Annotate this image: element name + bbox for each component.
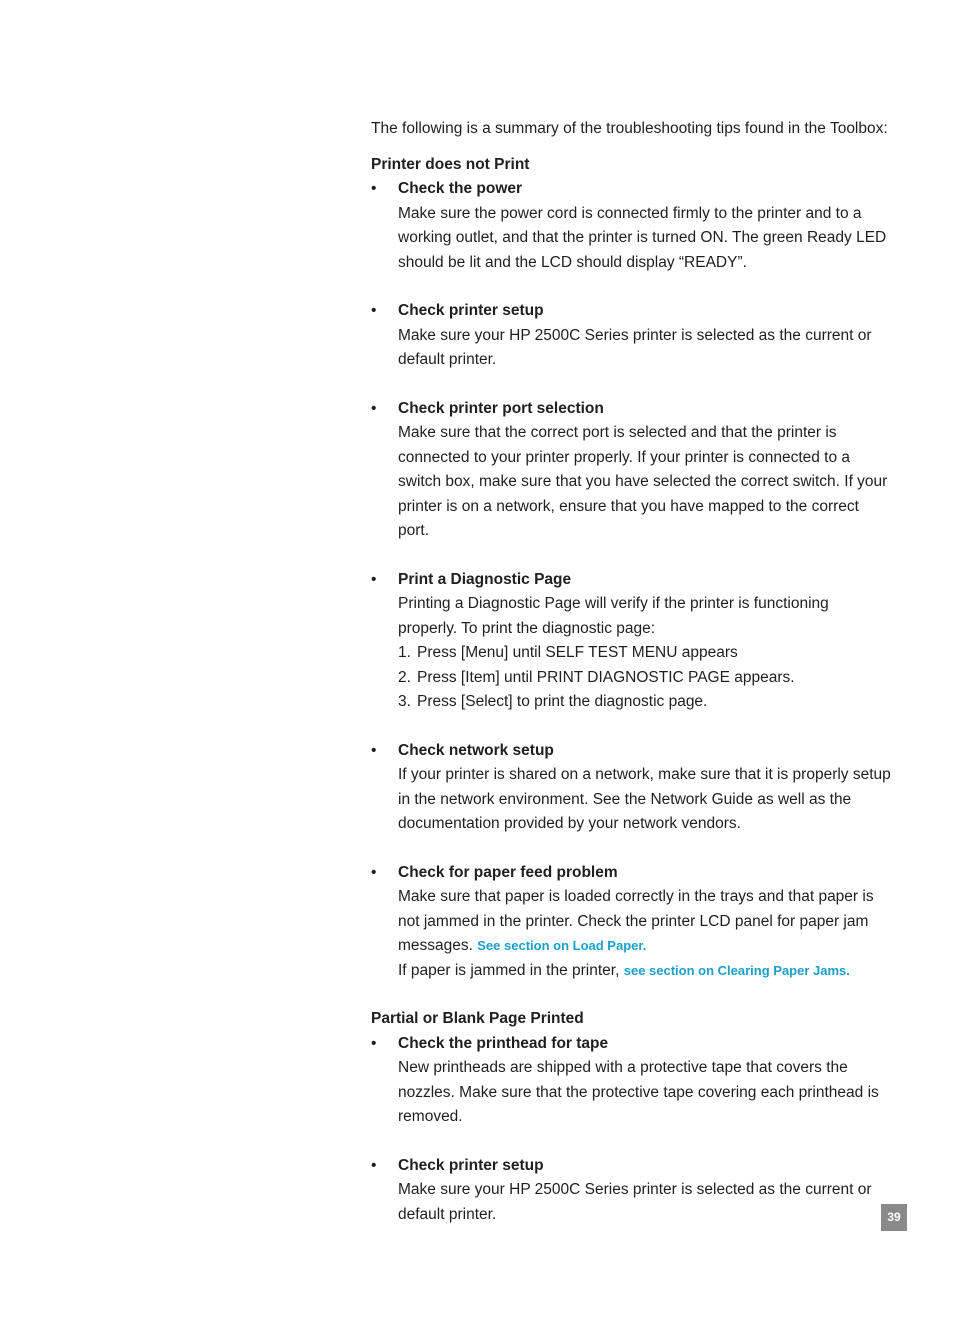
item-text: Make sure the power cord is connected firmly to the printer and to a working outlet, and that the printer is turned ON. The green Ready LED should be lit and the LCD should display “READY”. xyxy=(398,204,887,271)
item-title: Check the power xyxy=(398,180,523,197)
diagnostic-steps-list xyxy=(398,641,891,715)
item-title: Check printer setup xyxy=(398,302,544,319)
clearing-paper-jams-link[interactable]: see section on Clearing Paper Jams. xyxy=(623,962,850,978)
step-item xyxy=(398,641,891,666)
document-body xyxy=(371,117,891,1251)
list-item xyxy=(371,861,891,984)
item-title: Check printer setup xyxy=(398,1156,544,1174)
list-item xyxy=(371,397,891,544)
list-item xyxy=(371,177,891,275)
item-text: Make sure your HP 2500C Series printer is selected as the current or default printer. xyxy=(398,1181,872,1223)
item-text: Make sure your HP 2500C Series printer is selected as the current or default printer. xyxy=(398,326,872,368)
list-item xyxy=(371,568,891,715)
section-title-printer-does-not-print: Printer does not Print xyxy=(371,155,530,173)
list-item xyxy=(371,739,891,837)
step-text: Press [Menu] until SELF TEST MENU appears xyxy=(417,644,738,661)
section-title-partial-or-blank-page: Partial or Blank Page Printed xyxy=(371,1010,584,1027)
bullet-icon: • xyxy=(371,570,377,588)
item-title: Check for paper feed problem xyxy=(398,863,618,881)
page-number-badge: 39 xyxy=(881,1204,907,1231)
item-text-paragraph xyxy=(398,959,891,984)
item-text: Printing a Diagnostic Page will verify if the printer is functioning properly. To print the diagnostic page: xyxy=(398,595,829,637)
bullet-icon: • xyxy=(371,741,377,759)
bullet-icon: • xyxy=(371,302,377,319)
step-item xyxy=(398,690,891,715)
step-number: 2. xyxy=(398,668,411,686)
item-text: If your printer is shared on a network, make sure that it is properly setup in the network environment. See the Network Guide as well as the documentation provided by your network vendors. xyxy=(398,766,891,832)
bullet-icon: • xyxy=(371,1156,377,1174)
item-text: Make sure that paper is loaded correctly in the trays and that paper is not jammed in the printer. Check the printer LCD panel for paper jam messages. xyxy=(398,888,874,954)
list-item xyxy=(371,1032,891,1130)
bullet-icon: • xyxy=(371,399,377,417)
step-text: Press [Item] until PRINT DIAGNOSTIC PAGE appears. xyxy=(417,668,795,686)
bullet-icon: • xyxy=(371,1034,377,1052)
item-text: Make sure that the correct port is selected and that the printer is connected to your printer properly. If your printer is connected to a switch box, make sure that you have selected the correct switch. If your printer is on a network, ensure that you have mapped to the correct port. xyxy=(398,424,888,539)
list-item xyxy=(371,299,891,373)
intro-paragraph: The following is a summary of the troubleshooting tips found in the Toolbox: xyxy=(371,120,888,137)
step-number: 1. xyxy=(398,644,411,661)
bullet-icon: • xyxy=(371,180,377,197)
item-title: Check the printhead for tape xyxy=(398,1034,609,1052)
bullet-icon: • xyxy=(371,863,377,881)
step-item xyxy=(398,666,891,691)
step-text: Press [Select] to print the diagnostic page. xyxy=(417,693,708,710)
load-paper-link[interactable]: See section on Load Paper. xyxy=(477,938,647,953)
step-number: 3. xyxy=(398,693,411,710)
item-text: New printheads are shipped with a protective tape that covers the nozzles. Make sure that the protective tape covering each printhead is removed. xyxy=(398,1059,879,1125)
item-title: Check network setup xyxy=(398,741,554,759)
item-text: If paper is jammed in the printer, xyxy=(398,961,620,979)
item-title: Check printer port selection xyxy=(398,399,604,417)
item-text-paragraph xyxy=(398,885,891,959)
item-title: Print a Diagnostic Page xyxy=(398,570,572,588)
list-item xyxy=(371,1154,891,1228)
